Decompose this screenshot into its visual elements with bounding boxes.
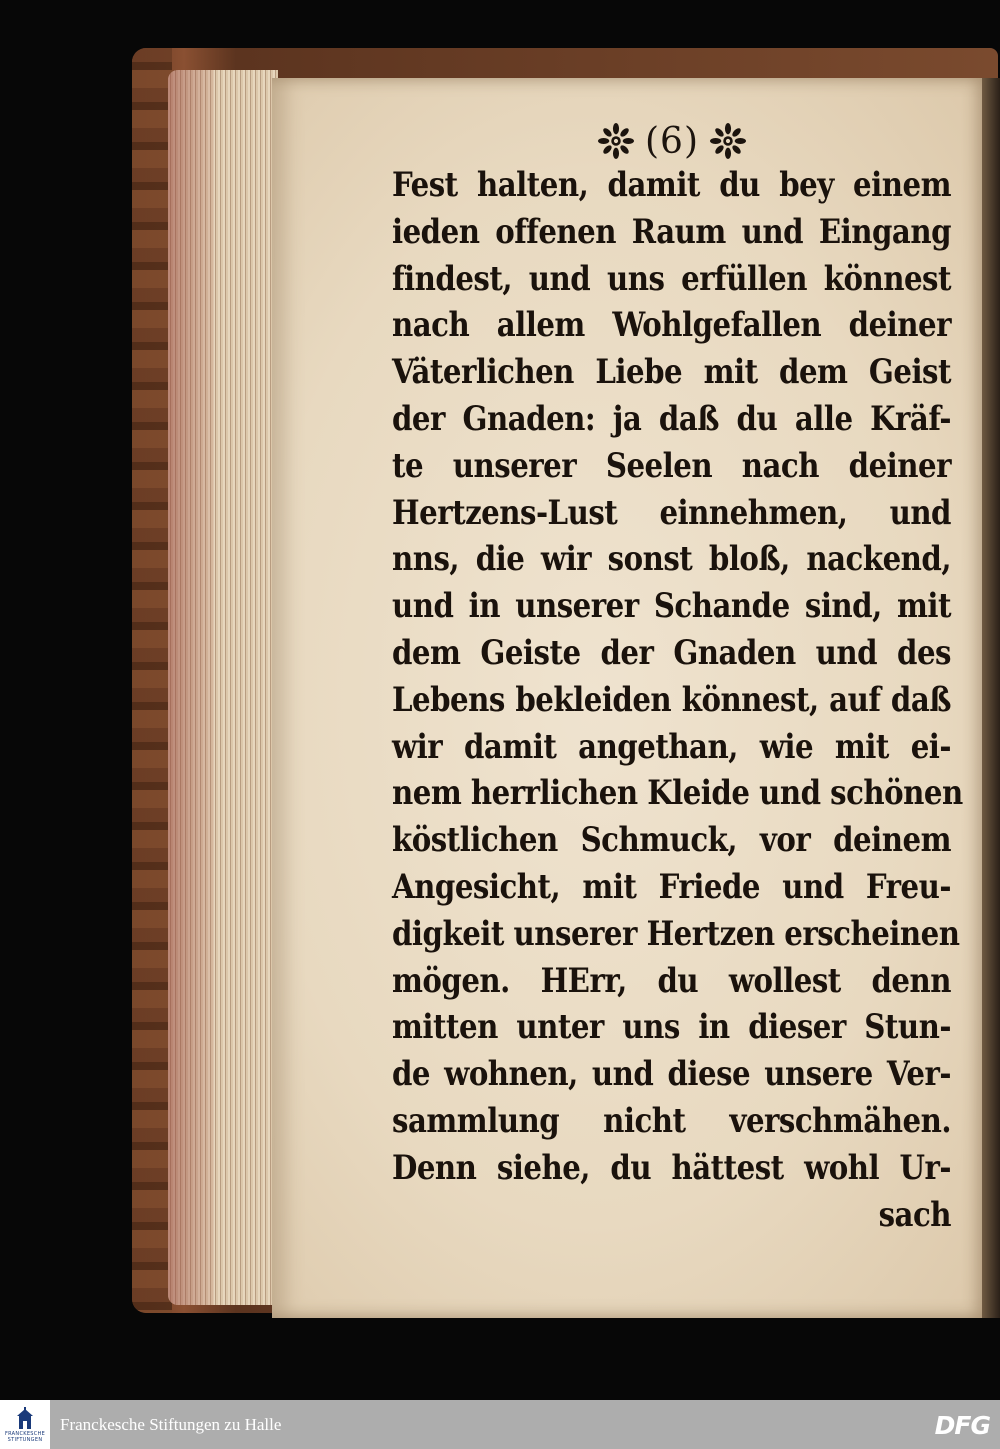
- text-line: mitten unter uns in dieser Stun-: [392, 1007, 951, 1048]
- institution-name[interactable]: Franckesche Stiftungen zu Halle: [60, 1414, 282, 1434]
- page-header: [572, 116, 772, 166]
- dfg-logo[interactable]: DFG: [934, 1411, 990, 1440]
- ornament-flower-icon: [709, 122, 747, 160]
- text-line: der Gnaden: ja daß du alle Kräf-: [392, 398, 951, 439]
- text-line: köstlichen Schmuck, vor deinem: [392, 820, 951, 861]
- text-line: Fest halten, damit du bey einem: [392, 165, 951, 205]
- text-line: Lebens bekleiden könnest, auf daß: [392, 679, 951, 720]
- text-line: mögen. HErr, du wollest denn: [392, 960, 951, 1001]
- book-cover-edge: [132, 48, 172, 1313]
- text-line: ieden offenen Raum und Eingang: [392, 211, 951, 252]
- text-line: nem herrlichen Kleide und schönen: [392, 773, 963, 814]
- logo-text: STIFTUNGEN: [7, 1436, 43, 1443]
- ornament-flower-icon: [597, 122, 635, 160]
- text-line: Väterlichen Liebe mit dem Geist: [392, 352, 951, 393]
- text-line: Hertzens-Lust einnehmen, und: [392, 492, 951, 533]
- text-line: sammlung nicht verschmähen.: [392, 1100, 951, 1141]
- catchword: sach: [878, 1194, 951, 1235]
- text-line: de wohnen, und diese unsere Ver-: [392, 1054, 951, 1095]
- text-line: digkeit unserer Hertzen erscheinen: [392, 913, 960, 954]
- page-number: (6): [645, 120, 699, 162]
- text-line: Angesicht, mit Friede und Freu-: [392, 866, 951, 907]
- book-gutter: [982, 78, 1000, 1318]
- text-line: nns, die wir sonst bloß, nackend,: [392, 539, 951, 580]
- franckesche-logo-icon: [15, 1407, 35, 1431]
- text-line: dem Geiste der Gnaden und des: [392, 632, 951, 673]
- text-line: Denn siehe, du hättest wohl Ur-: [392, 1147, 951, 1188]
- page-stack-edge: [168, 70, 278, 1305]
- text-line: wir damit angethan, wie mit ei-: [392, 726, 951, 767]
- text-line: te unserer Seelen nach deiner: [392, 445, 951, 486]
- text-line: findest, und uns erfüllen könnest: [392, 258, 951, 299]
- franckesche-logo[interactable]: [0, 1400, 50, 1449]
- text-line: nach allem Wohlgefallen deiner: [392, 305, 951, 346]
- page-text: [392, 162, 963, 1238]
- logo-text: FRANCKESCHE: [4, 1430, 46, 1437]
- text-line: und in unserer Schande sind, mit: [392, 586, 951, 627]
- footer-bar: [0, 1400, 1000, 1449]
